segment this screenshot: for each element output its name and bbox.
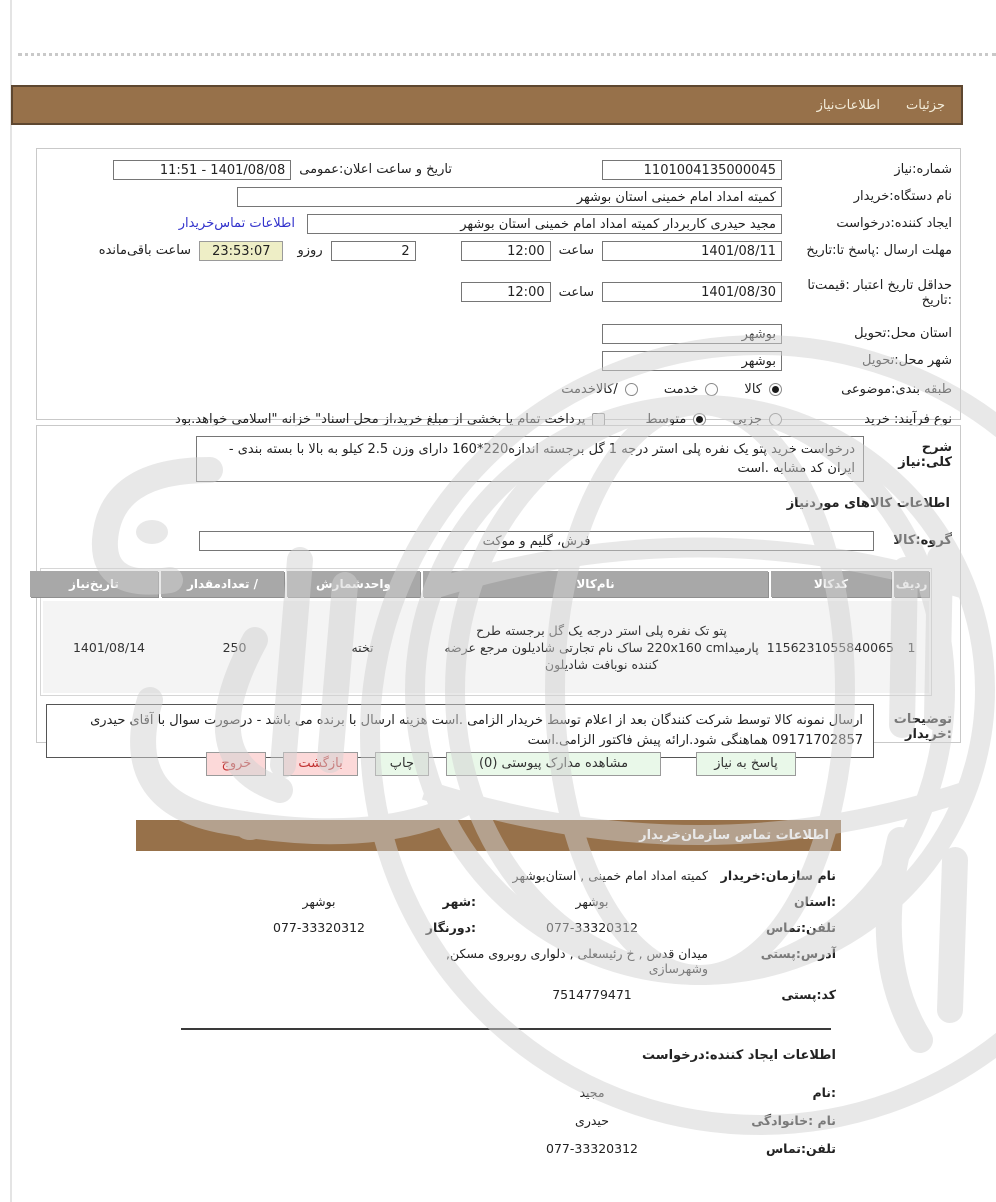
contact-postal-label: کد:پستی (781, 987, 836, 1002)
radio-minor-icon[interactable] (769, 413, 782, 426)
col-header-row: ردیف (894, 571, 929, 597)
goods-table-header (41, 569, 931, 599)
classification-label: طبقه بندی:موضوعی (841, 381, 952, 397)
need-number-field[interactable]: 1101004135000045 (602, 160, 782, 180)
validity-label: حداقل تاریخ اعتبار :قیمت‌تا :تاریخ (807, 278, 952, 308)
print-button[interactable]: چاپ (375, 752, 429, 776)
tab-details[interactable]: جزئیات (906, 97, 945, 113)
deadline-time-field[interactable]: 12:00 (461, 241, 551, 261)
creator-label: ایجاد کننده:درخواست (836, 216, 952, 231)
table-row (43, 601, 929, 693)
validity-date-field[interactable]: 1401/08/30 (602, 282, 782, 302)
contact-fax-value: 077-33320312 (273, 920, 365, 935)
remarks-field[interactable]: ارسال نمونه کالا توسط شرکت کنندگان بعد از اعلام توسط خریدار الزامی .است هزینه ارسال با برنده می باشد - درصورت سوال با آقای حیدری 09171702857 هماهنگی شود.ارائه پیش فاکتور الزامی.است (46, 704, 874, 758)
countdown-label: ساعت باقی‌مانده (98, 243, 192, 258)
contact-city-label: :شهر (442, 894, 476, 909)
option-goods-label: کالا (744, 381, 762, 397)
classification-row (45, 374, 952, 404)
option-medium-label: متوسط (645, 411, 687, 427)
buyer-contact-bar (136, 820, 841, 851)
option-goods-service-label: /کالاخدمت (561, 381, 618, 397)
tab-need-info[interactable]: اطلاعات‌نیاز (816, 97, 881, 113)
option-service[interactable] (664, 382, 719, 397)
creator-name-row (156, 1085, 836, 1100)
contact-fax-label: :دورنگار (425, 920, 476, 935)
cell-need-date: 1401/08/14 (72, 639, 146, 655)
creator-phone-label: تلفن:تماس (765, 1141, 836, 1156)
delivery-city-field[interactable]: بوشهر (602, 351, 782, 371)
section-divider (181, 1028, 831, 1030)
need-desc-label: شرح کلی:نیاز (898, 440, 952, 470)
deadline-hour-label: ساعت (558, 243, 594, 258)
col-header-name: نام‌کالا (423, 571, 768, 597)
contact-address-label: آدرس:پستی (760, 946, 836, 961)
cell-item-name: پتو تک نفره پلی استر درجه یک گل برجسته طرح پارمیدا220x160 cm ساک نام تجارتی شادیلون مرجع عرضه کننده نوبافت شادیلون (444, 622, 759, 672)
creator-row (45, 210, 952, 237)
cell-unit: تخته (351, 639, 374, 655)
creator-family-value: حیدری (575, 1113, 609, 1128)
need-number-row (45, 156, 952, 183)
respond-button[interactable]: پاسخ به نیاز (696, 752, 796, 776)
radio-medium-icon[interactable] (693, 413, 706, 426)
need-desc-row (45, 436, 952, 482)
countdown-timer: 23:53:07 (199, 241, 283, 261)
radio-goods-service-icon[interactable] (625, 383, 638, 396)
back-button[interactable]: بازگشت (283, 752, 357, 776)
delivery-province-row (45, 320, 952, 347)
need-desc-field[interactable]: درخواست خرید پتو یک نفره پلی استر درجه 1 گل برجسته اندازه220*160 دارای وزن 2.5 کیلو به بالا با بسته بندی - ایران کد مشابه .است (196, 436, 864, 482)
creator-phone-row (156, 1141, 836, 1156)
contact-address-value: میدان قدس , خ رئیسعلی , دلواری روبروی مسکن, وشهرسازی (446, 946, 708, 976)
contact-province-value: بوشهر (575, 894, 609, 909)
contact-province-label: :استان (793, 894, 836, 909)
treasury-note-label: پرداخت تمام یا بخشی از مبلغ خرید،از محل اسناد" خزانه "اسلامی خواهد.بود (175, 411, 586, 427)
validity-time-field[interactable]: 12:00 (461, 282, 551, 302)
days-label: روزو (297, 243, 323, 258)
cell-row-number: 1 (907, 639, 916, 655)
announce-datetime-field[interactable]: 1401/08/08 - 11:51 (113, 160, 291, 180)
col-header-date: تاریخ‌نیاز (30, 571, 158, 597)
group-field[interactable]: فرش، گلیم و موکت (199, 531, 874, 551)
creator-name-label: :نام (812, 1085, 836, 1100)
remarks-label: توضیحات :خریدار (893, 712, 952, 742)
option-minor-label: جزیی (732, 411, 762, 427)
creator-name-value: مجید (579, 1085, 605, 1100)
contact-phone-label: تلفن:تماس (765, 920, 836, 935)
col-header-qty: / تعدادمقدار (161, 571, 284, 597)
contact-postal-value: 7514779471 (552, 987, 632, 1002)
treasury-checkbox-icon[interactable] (592, 413, 605, 426)
group-label: گروه:کالا (893, 533, 952, 548)
buyer-org-row (45, 183, 952, 210)
postal-row (156, 987, 836, 1002)
radio-goods-icon[interactable] (769, 383, 782, 396)
top-dotted-divider (18, 53, 996, 56)
exit-button[interactable]: خروج (206, 752, 266, 776)
creator-phone-value: 077-33320312 (546, 1141, 638, 1156)
need-number-label: شماره:نیاز (894, 162, 952, 177)
tab-bar (11, 85, 963, 125)
creator-family-row (156, 1113, 836, 1128)
group-row (45, 527, 952, 554)
need-header-panel (36, 148, 961, 427)
validity-hour-label: ساعت (558, 284, 594, 300)
remarks-row (45, 704, 952, 758)
cell-item-code: 1156231055840065 (766, 639, 894, 655)
deadline-label: مهلت ارسال :پاسخ تا:تاریخ (806, 243, 952, 258)
radio-service-icon[interactable] (705, 383, 718, 396)
announce-label: تاریخ و ساعت اعلان:عمومی (299, 162, 452, 177)
goods-section-title: اطلاعات کالاهای موردنیاز (786, 496, 950, 511)
deadline-date-field[interactable]: 1401/08/11 (602, 241, 782, 261)
buyer-contact-info (156, 868, 836, 1013)
creator-family-label: نام :خانوادگی (751, 1113, 836, 1128)
goods-panel (36, 425, 961, 748)
creator-field[interactable]: مجید حیدری کاربردار کمیته امداد امام خمینی استان بوشهر (307, 214, 782, 234)
org-name-value: کمیته امداد امام خمینی , استان‌بوشهر (512, 868, 708, 883)
delivery-city-row (45, 347, 952, 374)
action-buttons (206, 752, 796, 776)
deadline-row (45, 237, 952, 264)
col-header-code: کدکالا (771, 571, 891, 597)
contact-phone-value: 077-33320312 (546, 920, 638, 935)
validity-row (45, 264, 952, 320)
delivery-city-label: شهر محل:تحویل (862, 353, 952, 368)
option-goods[interactable] (744, 382, 782, 397)
delivery-province-label: استان محل:تحویل (854, 326, 952, 341)
goods-table (40, 568, 932, 696)
buyer-org-label: نام دستگاه:خریدار (853, 189, 952, 204)
org-name-label: نام سازمان:خریدار (720, 868, 836, 883)
phone-fax-row (156, 920, 836, 935)
org-name-row (156, 868, 836, 883)
delivery-province-field[interactable]: بوشهر (602, 324, 782, 344)
creator-info (156, 1085, 836, 1169)
days-remaining-field[interactable]: 2 (331, 241, 416, 261)
col-header-unit: واحدشمارش (287, 571, 420, 597)
buyer-contact-bar-title: اطلاعات تماس سازمان‌خریدار (639, 828, 829, 843)
left-border-line (10, 0, 12, 1202)
contact-city-value: بوشهر (302, 894, 336, 909)
view-attachments-button[interactable]: مشاهده مدارک پیوستی (0) (446, 752, 661, 776)
creator-info-title: اطلاعات ایجاد کننده:درخواست (642, 1048, 836, 1063)
option-service-label: خدمت (663, 381, 699, 397)
province-city-row (156, 894, 836, 909)
buyer-org-field[interactable]: کمیته امداد امام خمینی استان بوشهر (237, 187, 782, 207)
address-row (156, 946, 836, 976)
process-type-label: نوع فرآیند: خرید (864, 411, 952, 427)
option-goods-service[interactable] (561, 382, 638, 397)
cell-quantity: 250 (222, 639, 247, 655)
buyer-contact-link[interactable]: اطلاعات تماس‌خریدار (178, 216, 295, 231)
